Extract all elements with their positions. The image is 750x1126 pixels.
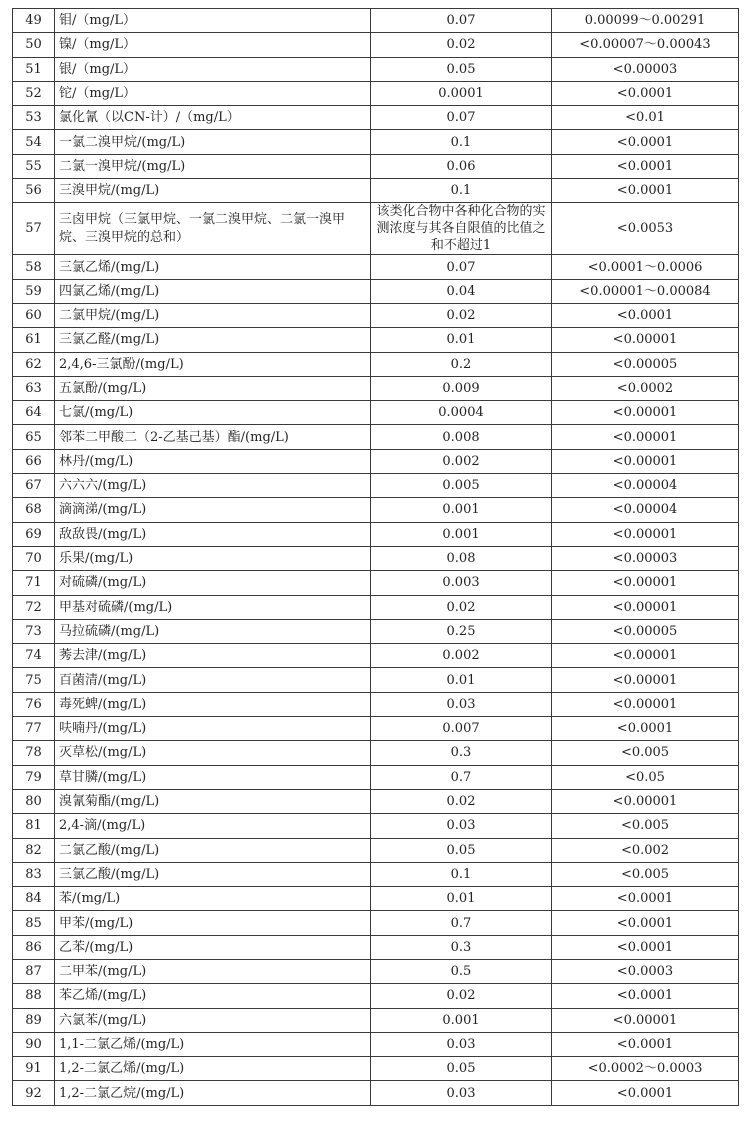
parameter-name: 林丹/(mg/L) bbox=[55, 449, 371, 473]
limit-value: 0.08 bbox=[371, 546, 552, 570]
limit-value: 0.001 bbox=[371, 498, 552, 522]
parameter-name: 甲苯/(mg/L) bbox=[55, 911, 371, 935]
measured-value: <0.00005 bbox=[552, 352, 739, 376]
measured-value: <0.00004 bbox=[552, 498, 739, 522]
table-row bbox=[13, 1008, 739, 1032]
parameter-name: 百菌清/(mg/L) bbox=[55, 668, 371, 692]
parameter-name: 三氯乙醛/(mg/L) bbox=[55, 328, 371, 352]
measured-value: <0.00001 bbox=[552, 692, 739, 716]
parameter-name: 呋喃丹/(mg/L) bbox=[55, 717, 371, 741]
measured-value: <0.05 bbox=[552, 765, 739, 789]
table-row bbox=[13, 668, 739, 692]
parameter-name: 苯乙烯/(mg/L) bbox=[55, 984, 371, 1008]
parameter-name: 乙苯/(mg/L) bbox=[55, 935, 371, 959]
limit-value: 0.003 bbox=[371, 571, 552, 595]
limit-value: 0.02 bbox=[371, 595, 552, 619]
measured-value: <0.0001 bbox=[552, 130, 739, 154]
limit-value: 0.002 bbox=[371, 449, 552, 473]
measured-value: <0.00003 bbox=[552, 57, 739, 81]
row-number: 65 bbox=[13, 425, 55, 449]
measured-value: <0.005 bbox=[552, 741, 739, 765]
limit-value: 0.07 bbox=[371, 106, 552, 130]
measured-value: <0.00001 bbox=[552, 595, 739, 619]
measured-value: <0.0001 bbox=[552, 984, 739, 1008]
limit-value: 0.1 bbox=[371, 862, 552, 886]
measured-value: <0.0001 bbox=[552, 717, 739, 741]
measured-value: <0.00001 bbox=[552, 522, 739, 546]
row-number: 73 bbox=[13, 619, 55, 643]
limit-value: 0.3 bbox=[371, 935, 552, 959]
parameter-name: 马拉硫磷/(mg/L) bbox=[55, 619, 371, 643]
row-number: 82 bbox=[13, 838, 55, 862]
table-row bbox=[13, 887, 739, 911]
table-row bbox=[13, 179, 739, 203]
row-number: 53 bbox=[13, 106, 55, 130]
row-number: 55 bbox=[13, 154, 55, 178]
table-body bbox=[13, 9, 739, 1106]
parameter-name: 四氯乙烯/(mg/L) bbox=[55, 279, 371, 303]
row-number: 68 bbox=[13, 498, 55, 522]
measured-value: <0.0001 bbox=[552, 935, 739, 959]
row-number: 81 bbox=[13, 814, 55, 838]
parameter-name: 1,2-二氯乙烯/(mg/L) bbox=[55, 1057, 371, 1081]
measured-value: <0.00001 bbox=[552, 668, 739, 692]
row-number: 49 bbox=[13, 9, 55, 33]
row-number: 69 bbox=[13, 522, 55, 546]
limit-value: 0.25 bbox=[371, 619, 552, 643]
measured-value: <0.00001 bbox=[552, 1008, 739, 1032]
water-quality-table bbox=[12, 8, 739, 1106]
measured-value: <0.00005 bbox=[552, 619, 739, 643]
table-row bbox=[13, 984, 739, 1008]
table-row bbox=[13, 154, 739, 178]
row-number: 60 bbox=[13, 303, 55, 327]
table-row bbox=[13, 474, 739, 498]
measured-value: <0.00001 bbox=[552, 789, 739, 813]
parameter-name: 六六六/(mg/L) bbox=[55, 474, 371, 498]
row-number: 61 bbox=[13, 328, 55, 352]
table-row bbox=[13, 449, 739, 473]
measured-value: <0.00001 bbox=[552, 401, 739, 425]
limit-value: 0.03 bbox=[371, 814, 552, 838]
parameter-name: 敌敌畏/(mg/L) bbox=[55, 522, 371, 546]
measured-value: <0.0001 bbox=[552, 1032, 739, 1056]
table-row bbox=[13, 862, 739, 886]
measured-value: <0.0001 bbox=[552, 179, 739, 203]
parameter-name: 七氯/(mg/L) bbox=[55, 401, 371, 425]
limit-value: 0.03 bbox=[371, 1081, 552, 1105]
row-number: 66 bbox=[13, 449, 55, 473]
table-row bbox=[13, 619, 739, 643]
limit-value: 0.2 bbox=[371, 352, 552, 376]
table-row bbox=[13, 81, 739, 105]
parameter-name: 溴氰菊酯/(mg/L) bbox=[55, 789, 371, 813]
limit-value: 0.06 bbox=[371, 154, 552, 178]
limit-value: 0.3 bbox=[371, 741, 552, 765]
table-row bbox=[13, 303, 739, 327]
limit-value: 0.01 bbox=[371, 668, 552, 692]
table-row bbox=[13, 1057, 739, 1081]
limit-value: 0.07 bbox=[371, 9, 552, 33]
table-row bbox=[13, 644, 739, 668]
row-number: 63 bbox=[13, 376, 55, 400]
parameter-name: 2,4-滴/(mg/L) bbox=[55, 814, 371, 838]
table-row bbox=[13, 789, 739, 813]
limit-value: 0.03 bbox=[371, 692, 552, 716]
measured-value: <0.00001 bbox=[552, 449, 739, 473]
row-number: 84 bbox=[13, 887, 55, 911]
table-row bbox=[13, 106, 739, 130]
row-number: 59 bbox=[13, 279, 55, 303]
measured-value: <0.00001 bbox=[552, 425, 739, 449]
row-number: 80 bbox=[13, 789, 55, 813]
table-row bbox=[13, 911, 739, 935]
table-row bbox=[13, 1032, 739, 1056]
row-number: 78 bbox=[13, 741, 55, 765]
table-row bbox=[13, 33, 739, 57]
measured-value: <0.0053 bbox=[552, 203, 739, 255]
measured-value: <0.0002 bbox=[552, 376, 739, 400]
parameter-name: 毒死蜱/(mg/L) bbox=[55, 692, 371, 716]
limit-value: 0.7 bbox=[371, 765, 552, 789]
measured-value: <0.005 bbox=[552, 862, 739, 886]
measured-value: <0.00003 bbox=[552, 546, 739, 570]
parameter-name: 灭草松/(mg/L) bbox=[55, 741, 371, 765]
row-number: 79 bbox=[13, 765, 55, 789]
row-number: 86 bbox=[13, 935, 55, 959]
limit-value: 该类化合物中各种化合物的实测浓度与其各自限值的比值之和不超过1 bbox=[371, 203, 552, 255]
measured-value: <0.0001 bbox=[552, 303, 739, 327]
row-number: 90 bbox=[13, 1032, 55, 1056]
row-number: 64 bbox=[13, 401, 55, 425]
parameter-name: 三卤甲烷（三氯甲烷、一氯二溴甲烷、二氯一溴甲烷、三溴甲烷的总和） bbox=[55, 203, 371, 255]
limit-value: 0.01 bbox=[371, 328, 552, 352]
parameter-name: 二甲苯/(mg/L) bbox=[55, 959, 371, 983]
table-row bbox=[13, 279, 739, 303]
row-number: 88 bbox=[13, 984, 55, 1008]
row-number: 89 bbox=[13, 1008, 55, 1032]
parameter-name: 1,1-二氯乙烯/(mg/L) bbox=[55, 1032, 371, 1056]
parameter-name: 对硫磷/(mg/L) bbox=[55, 571, 371, 595]
table-row bbox=[13, 546, 739, 570]
table-row bbox=[13, 765, 739, 789]
table-row bbox=[13, 959, 739, 983]
limit-value: 0.05 bbox=[371, 57, 552, 81]
row-number: 67 bbox=[13, 474, 55, 498]
measured-value: <0.0002～0.0003 bbox=[552, 1057, 739, 1081]
measured-value: <0.0001 bbox=[552, 911, 739, 935]
limit-value: 0.01 bbox=[371, 887, 552, 911]
table-row bbox=[13, 352, 739, 376]
parameter-name: 2,4,6-三氯酚/(mg/L) bbox=[55, 352, 371, 376]
row-number: 56 bbox=[13, 179, 55, 203]
limit-value: 0.009 bbox=[371, 376, 552, 400]
parameter-name: 铊/（mg/L） bbox=[55, 81, 371, 105]
limit-value: 0.001 bbox=[371, 522, 552, 546]
table-row bbox=[13, 935, 739, 959]
table-row bbox=[13, 741, 739, 765]
table-row bbox=[13, 1081, 739, 1105]
row-number: 54 bbox=[13, 130, 55, 154]
limit-value: 0.0004 bbox=[371, 401, 552, 425]
row-number: 70 bbox=[13, 546, 55, 570]
parameter-name: 1,2-二氯乙烷/(mg/L) bbox=[55, 1081, 371, 1105]
limit-value: 0.07 bbox=[371, 255, 552, 279]
parameter-name: 二氯乙酸/(mg/L) bbox=[55, 838, 371, 862]
row-number: 58 bbox=[13, 255, 55, 279]
measured-value: <0.0001 bbox=[552, 887, 739, 911]
limit-value: 0.005 bbox=[371, 474, 552, 498]
row-number: 72 bbox=[13, 595, 55, 619]
parameter-name: 草甘膦/(mg/L) bbox=[55, 765, 371, 789]
measured-value: <0.00001 bbox=[552, 571, 739, 595]
row-number: 62 bbox=[13, 352, 55, 376]
table-row bbox=[13, 255, 739, 279]
row-number: 71 bbox=[13, 571, 55, 595]
parameter-name: 一氯二溴甲烷/(mg/L) bbox=[55, 130, 371, 154]
table-row bbox=[13, 692, 739, 716]
parameter-name: 氯化氰（以CN-计）/（mg/L） bbox=[55, 106, 371, 130]
table-row bbox=[13, 838, 739, 862]
measured-value: <0.01 bbox=[552, 106, 739, 130]
table-row bbox=[13, 498, 739, 522]
measured-value: <0.00001 bbox=[552, 328, 739, 352]
measured-value: <0.0001 bbox=[552, 81, 739, 105]
row-number: 76 bbox=[13, 692, 55, 716]
limit-value: 0.02 bbox=[371, 789, 552, 813]
row-number: 77 bbox=[13, 717, 55, 741]
table-row bbox=[13, 522, 739, 546]
row-number: 92 bbox=[13, 1081, 55, 1105]
parameter-name: 镍/（mg/L） bbox=[55, 33, 371, 57]
limit-value: 0.001 bbox=[371, 1008, 552, 1032]
row-number: 52 bbox=[13, 81, 55, 105]
measured-value: <0.0001 bbox=[552, 154, 739, 178]
parameter-name: 银/（mg/L） bbox=[55, 57, 371, 81]
limit-value: 0.03 bbox=[371, 1032, 552, 1056]
row-number: 87 bbox=[13, 959, 55, 983]
measured-value: <0.00007～0.00043 bbox=[552, 33, 739, 57]
row-number: 57 bbox=[13, 203, 55, 255]
limit-value: 0.04 bbox=[371, 279, 552, 303]
parameter-name: 五氯酚/(mg/L) bbox=[55, 376, 371, 400]
parameter-name: 邻苯二甲酸二（2-乙基己基）酯/(mg/L) bbox=[55, 425, 371, 449]
row-number: 83 bbox=[13, 862, 55, 886]
limit-value: 0.0001 bbox=[371, 81, 552, 105]
limit-value: 0.05 bbox=[371, 1057, 552, 1081]
measured-value: <0.002 bbox=[552, 838, 739, 862]
limit-value: 0.002 bbox=[371, 644, 552, 668]
parameter-name: 苯/(mg/L) bbox=[55, 887, 371, 911]
parameter-name: 二氯一溴甲烷/(mg/L) bbox=[55, 154, 371, 178]
table-row bbox=[13, 57, 739, 81]
row-number: 91 bbox=[13, 1057, 55, 1081]
measured-value: <0.0001～0.0006 bbox=[552, 255, 739, 279]
parameter-name: 六氯苯/(mg/L) bbox=[55, 1008, 371, 1032]
parameter-name: 三氯乙烯/(mg/L) bbox=[55, 255, 371, 279]
parameter-name: 乐果/(mg/L) bbox=[55, 546, 371, 570]
limit-value: 0.1 bbox=[371, 179, 552, 203]
row-number: 50 bbox=[13, 33, 55, 57]
parameter-name: 三溴甲烷/(mg/L) bbox=[55, 179, 371, 203]
measured-value: <0.00004 bbox=[552, 474, 739, 498]
table-row bbox=[13, 9, 739, 33]
table-row bbox=[13, 814, 739, 838]
row-number: 74 bbox=[13, 644, 55, 668]
measured-value: 0.00099～0.00291 bbox=[552, 9, 739, 33]
measured-value: <0.005 bbox=[552, 814, 739, 838]
measured-value: <0.0003 bbox=[552, 959, 739, 983]
limit-value: 0.007 bbox=[371, 717, 552, 741]
parameter-name: 二氯甲烷/(mg/L) bbox=[55, 303, 371, 327]
row-number: 51 bbox=[13, 57, 55, 81]
limit-value: 0.1 bbox=[371, 130, 552, 154]
limit-value: 0.5 bbox=[371, 959, 552, 983]
limit-value: 0.05 bbox=[371, 838, 552, 862]
table-row bbox=[13, 376, 739, 400]
measured-value: <0.0001 bbox=[552, 1081, 739, 1105]
parameter-name: 滴滴涕/(mg/L) bbox=[55, 498, 371, 522]
parameter-name: 钼/（mg/L） bbox=[55, 9, 371, 33]
limit-value: 0.02 bbox=[371, 303, 552, 327]
table-row bbox=[13, 425, 739, 449]
measured-value: <0.00001～0.00084 bbox=[552, 279, 739, 303]
limit-value: 0.02 bbox=[371, 984, 552, 1008]
limit-value: 0.02 bbox=[371, 33, 552, 57]
table-row bbox=[13, 328, 739, 352]
limit-value: 0.008 bbox=[371, 425, 552, 449]
limit-value: 0.7 bbox=[371, 911, 552, 935]
table-row bbox=[13, 717, 739, 741]
row-number: 85 bbox=[13, 911, 55, 935]
row-number: 75 bbox=[13, 668, 55, 692]
table-row bbox=[13, 571, 739, 595]
table-row bbox=[13, 401, 739, 425]
table-row bbox=[13, 130, 739, 154]
parameter-name: 三氯乙酸/(mg/L) bbox=[55, 862, 371, 886]
parameter-name: 莠去津/(mg/L) bbox=[55, 644, 371, 668]
table-row bbox=[13, 203, 739, 255]
measured-value: <0.00001 bbox=[552, 644, 739, 668]
table-row bbox=[13, 595, 739, 619]
parameter-name: 甲基对硫磷/(mg/L) bbox=[55, 595, 371, 619]
